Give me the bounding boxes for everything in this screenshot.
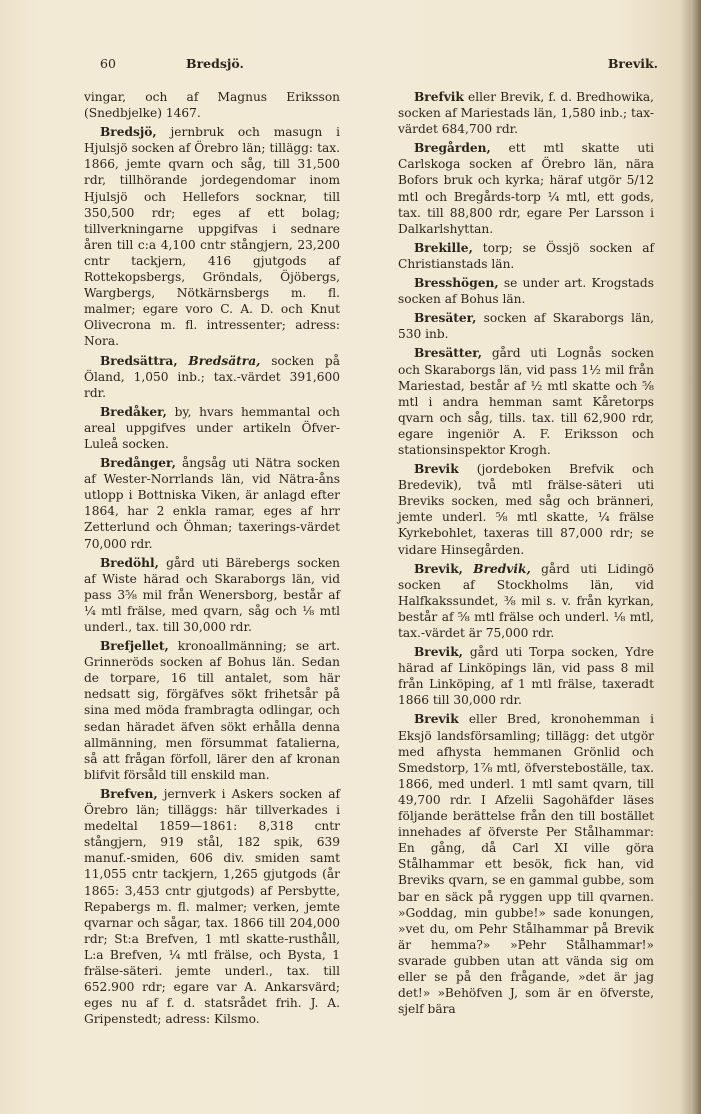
entry-headword: Brefvik — [414, 90, 464, 104]
page-header — [100, 56, 660, 80]
entry — [398, 310, 654, 342]
entry-text: jernbruk och masugn i Hjulsjö socken af Örebro län; tillägg: tax. 1866, jemte qvarn och såg, till 31,500 rdr, tillhörande jordegendomar inom Hjulsjö och Hellefors socknar, till 350,500 rdr; eges af ett bolag; tillverkningarne uppgifvas i sednare åren till c:a 4,100 cntr stångjern, 23,200 cntr tackjern, 416 gjutgods af Rottekopsbergs, Gröndals, Öjöbergs, Wargbergs, Nötkärnsbergs m. fl. malmer; egare voro C. A. D. och Knut Olivecrona m. fl. intressenter; adress: Nora. — [84, 125, 341, 349]
entry — [84, 404, 340, 452]
entry-headword: Brevik, — [414, 561, 463, 576]
entry — [398, 140, 654, 237]
entry-text: by, hvars hemmantal och areal uppgifves under artikeln Öfver-Luleå socken. — [84, 404, 340, 451]
entry-headword: Bresshögen, — [414, 276, 499, 291]
entry-alt-name: Bredsätra, — [188, 353, 261, 368]
entry-headword: Bredånger, — [100, 456, 176, 471]
entry — [84, 124, 340, 349]
entry-text: socken på Öland, 1,050 inb.; tax.-värdet 391,600 rdr. — [84, 353, 340, 400]
entry-text: ångsåg uti Nätra socken af Wester-Norrlands län, vid Nätra-åns utlopp i Bottniska Viken, är anlagd efter 1864, har 2 enkla ramar, eges af hrr Zetterlund och Öhman; taxerings-värdet 70,000 rdr. — [84, 456, 341, 551]
entry-headword: Bresäter, — [414, 311, 477, 326]
entry — [84, 786, 340, 1027]
entry — [398, 644, 654, 708]
entry-headword: Bredsjö, — [100, 125, 157, 140]
entry-headword: Bregården, — [414, 141, 491, 156]
entry-alt-name: Bredvik, — [473, 561, 531, 576]
entry-text: eller Bred, kronohemman i Eksjö landsförsamling; tillägg: det utgör med afhysta hemmanen Grönlid och Smedstorp, 1⅞ mtl, öfversteboställe, tax. 1866, med underl. 1 mtl samt qvarn, till 49,700 rdr. I Afzelii Sagohäfder läses följande berättelse från den till bostället innehades af öfverste Per Stålhammar: En gång, då Carl XI ville göra Stålhammar ett besök, fick han, vid Breviks qvarn, se en gammal gubbe, som bar en säck på ryggen upp till qvarnen. »Goddag, min gubbe!» sade konungen, »vet du, om Pehr Stålhammar på Brevik är hemma?» »Pehr Stålhammar!» svarade gubben utan att vända sig om eller se på den frågande, »det är jag det!» »Behöfven J, som är en öfverste, sjelf bära — [398, 712, 655, 1017]
entry-headword: Brekille, — [414, 240, 473, 255]
entry-headword: Brevik, — [414, 645, 463, 660]
entry-headword: Brevik — [414, 712, 459, 727]
entry — [398, 711, 654, 1017]
entry — [84, 555, 340, 635]
entry-text: kronoallmänning; se art. Grinneröds socken af Bohus län. Sedan de torpare, 16 till antalet, som här nedsatt sig, förgäfves sökt frihetsår på sina med möda frambragta odlingar, och sedan häradet äfven sökt erhålla denna allmänning, men försummat fatalierna, så att frågan förfoll, lärer den af kronan blifvit försåld till enskild man. — [84, 639, 340, 782]
entry-text: gård uti Lidingö socken af Stockholms län, vid Halfkakssundet, ⅜ mil s. v. från kyrkan, består af ⅝ mtl frälse och underl. ⅛ mtl, tax.-värdet är 75,000 rdr. — [398, 561, 654, 640]
entry-headword: Brefven, — [100, 786, 158, 801]
entry-text: gård uti Lognås socken och Skaraborgs län, vid pass 1½ mil från Mariestad, består af ½ mtl skatte och ⅝ mtl i andra hemman samt Kåretorps qvarn och såg, tills. tax. till 62,900 rdr, egare ingeniör A. F. Eriksson och stationsinspektor Krogh. — [398, 346, 654, 457]
page-number: 60 — [100, 56, 116, 71]
entry-text: socken af Skaraborgs län, 530 inb. — [398, 311, 655, 342]
entry — [398, 561, 654, 641]
entry — [398, 89, 654, 137]
entry-text: (jordeboken Brefvik och Bredevik), två mtl frälse-säteri uti Breviks socken, med såg och bränneri, jemte underl. ⅝ mtl skatte, ¼ frälse Kyrkebohlet, taxeras till 87,000 rdr; se vidare Hinsegården. — [398, 462, 654, 557]
entry — [398, 275, 654, 307]
entry-text: jernverk i Askers socken af Örebro län; tilläggs: här tillverkades i medeltal 1859—1861: 8,318 cntr stångjern, 919 stål, 182 spik, 639 manuf.-smiden, 606 div. smiden samt 11,055 cntr tackjern, 1,265 gjutgods (år 1865: 3,453 cntr gjutgods) af Persbytte, Repabergs m. fl. malmer; verken, jemte qvarnar och sågar, tax. 1866 till 204,000 rdr; St:a Brefven, 1 mtl skatte-rusthåll, L:a Brefven, ¼ mtl frälse, och Bysta, 1 frälse-säteri. jemte underl., tax. till 652.900 rdr; egare var A. Ankarsvärd; eges nu af f. d. statsrådet frih. J. A. Gripenstedt; adress: Kilsmo. — [84, 786, 340, 1027]
entry-text: vingar, och af Magnus Eriksson (Snedbjelke) 1467. — [84, 90, 340, 121]
entry-headword: Bredåker, — [100, 404, 167, 419]
entry-text: se under art. Krogstads socken af Bohus län. — [398, 276, 654, 307]
entry-headword: Bredsättra, — [100, 353, 178, 368]
entry — [398, 345, 654, 458]
entry — [84, 353, 340, 401]
running-head-left: Bredsjö. — [186, 56, 244, 71]
entry-headword: Brevik — [414, 462, 459, 477]
running-head-right: Brevik. — [607, 56, 658, 71]
entry — [398, 240, 654, 272]
entry-headword: Bresätter, — [414, 346, 483, 361]
entry-text: gård uti Torpa socken, Ydre härad af Linköpings län, vid pass 8 mil från Linköping, af 1 mtl frälse, taxeradt 1866 till 30,000 rdr. — [398, 645, 655, 708]
entry-text: gård uti Bärebergs socken af Wiste härad och Skaraborgs län, vid pass 3⅝ mil från Wenersborg, består af ¼ mtl frälse, med qvarn, såg och ⅛ mtl underl., tax. till 30,000 rdr. — [84, 555, 341, 634]
entry-text: ett mtl skatte uti Carlskoga socken af Örebro län, nära Bofors bruk och kyrka; häraf utgör 5/12 mtl och Bregårds-torp ¼ mtl, ett gods, tax. till 88,800 rdr, egare Per Larsson i Dalkarlshyttan. — [398, 141, 654, 236]
entry — [84, 89, 340, 121]
right-column — [398, 89, 654, 1020]
entry — [84, 455, 340, 552]
page-edge — [691, 0, 701, 1114]
entry — [398, 461, 654, 558]
entry-text: eller Brevik, f. d. Bredhowika, socken af Mariestads län, 1,580 inb.; tax-värdet 684,700 rdr. — [398, 90, 655, 137]
left-column — [84, 89, 340, 1030]
entry — [84, 638, 340, 783]
entry-text: torp; se Össjö socken af Christianstads län. — [398, 240, 654, 271]
entry-headword: Bredöhl, — [100, 555, 159, 570]
entry-headword: Brefjellet, — [100, 639, 169, 654]
